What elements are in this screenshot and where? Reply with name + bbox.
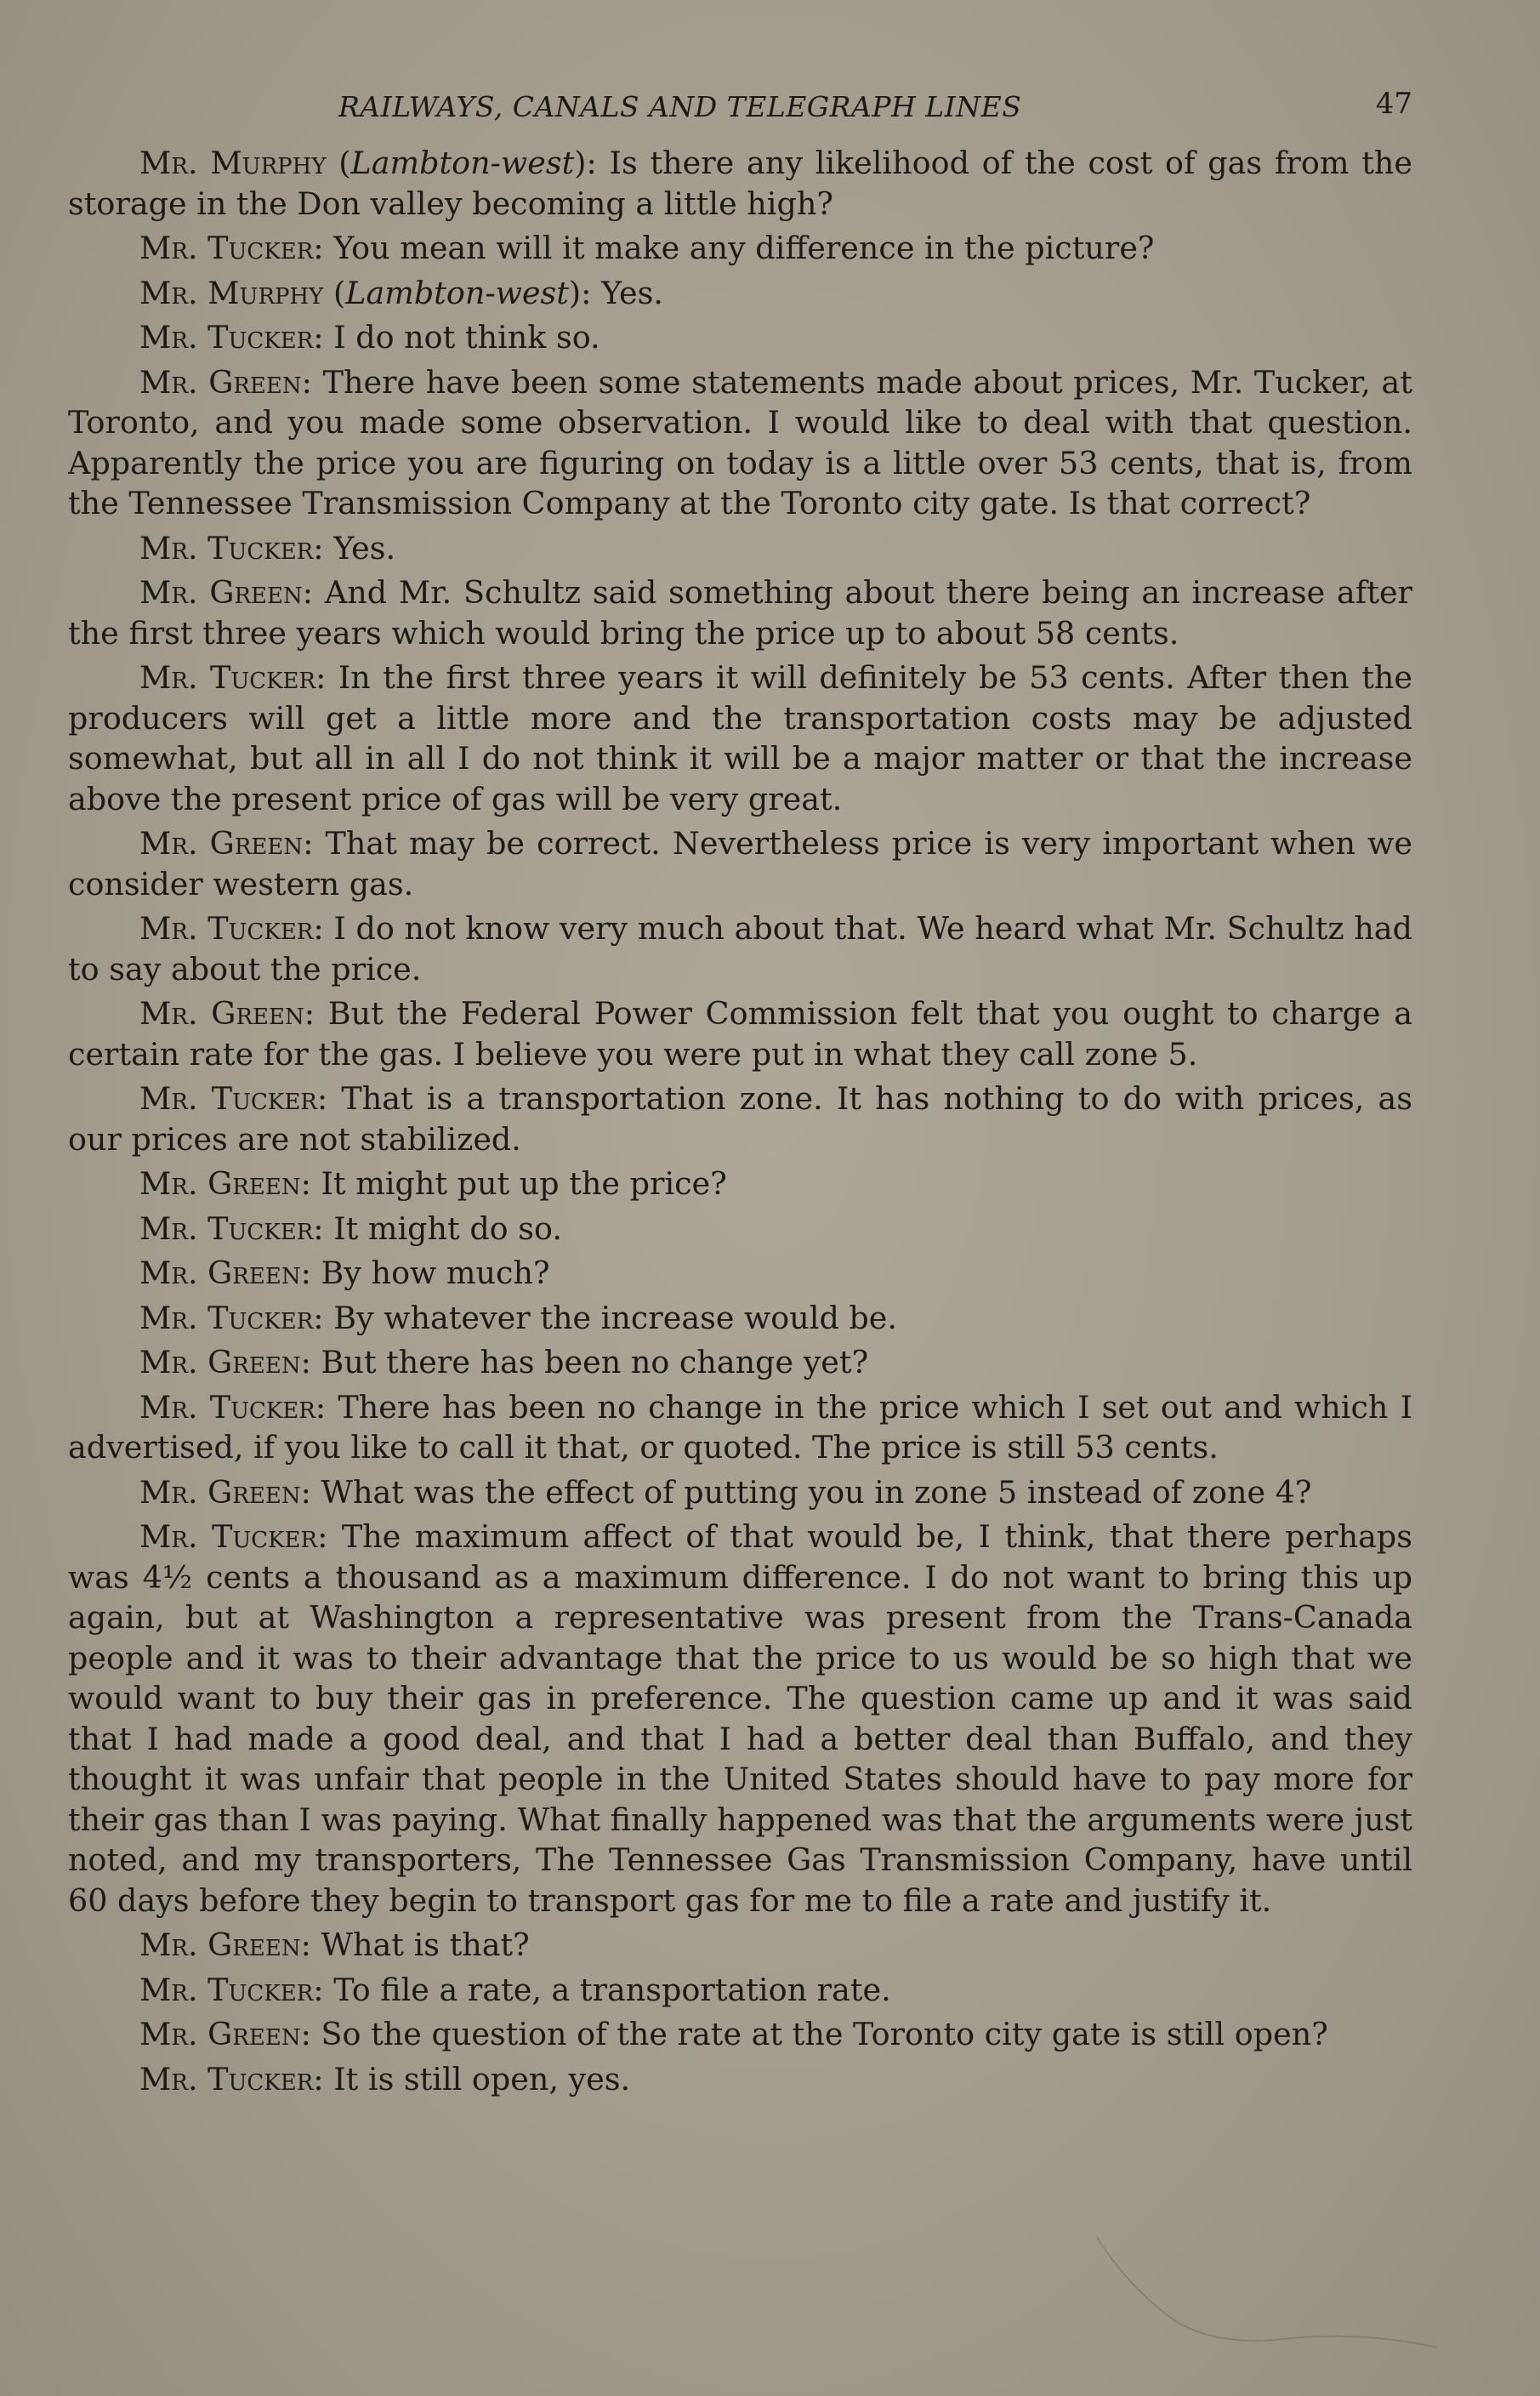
speech-text: Yes. — [601, 274, 663, 311]
speaker-name: Mr. Tucker: — [139, 1080, 328, 1117]
speaker-name: Mr. Green: — [139, 825, 314, 862]
speech-paragraph — [68, 993, 1412, 1078]
speaker-name: Mr. Tucker: — [139, 230, 324, 266]
speaker-name: Mr. Green: — [139, 1926, 311, 1963]
speech-paragraph: Mr. Murphy (Lambton-west): Is there any likelihood of the cost of gas from the storage in the Don valley becoming a little high? — [68, 145, 1413, 222]
speech-text: By whatever the increase would be. — [333, 1299, 897, 1336]
speech-text: It is still open, yes. — [333, 2060, 631, 2097]
speech-paragraph — [68, 1298, 1412, 1343]
speech-text: And Mr. Schultz said something about there being an increase after the first three years which would bring the price up to about 58 cents. — [68, 574, 1412, 652]
speech-text: That may be correct. Nevertheless price is very important when we consider western gas. — [68, 825, 1412, 902]
speaker-name: Mr. Tucker: — [139, 529, 324, 566]
speech-paragraph — [68, 572, 1412, 657]
speaker-name: Mr. Tucker: — [139, 1299, 324, 1336]
transcript — [68, 143, 1412, 2103]
speech-text: I do not think so. — [333, 319, 600, 356]
speech-paragraph — [68, 1517, 1412, 1925]
speech-paragraph — [68, 1472, 1412, 1517]
speech-text: It might do so. — [333, 1209, 562, 1247]
speech-paragraph — [68, 2059, 1412, 2104]
speech-paragraph — [68, 1078, 1412, 1164]
speech-text: The maximum affect of that would be, I think, that there perhaps was 4½ cents a thousand as a maximum difference. I do not want to bring this up again, but at Washington a representative was present from the Trans-Canada people and it was to their advantage that the price to us would be so high that we would want to buy their gas in preference. The question came up and it was said that I had made a good deal, and that I had a better deal than Buffalo, and they thought it was unfair that people in the United States should have to pay more for their gas than I was paying. What finally happened was that the arguments were just noted, and my transporters, The Tennessee Gas Transmission Company, have until 60 days before they begin to transport gas for me to file a rate and justify it. — [68, 1518, 1412, 1919]
speech-paragraph — [68, 1387, 1412, 1472]
speaker-name: Mr. Tucker: — [139, 2060, 324, 2097]
speech-paragraph — [68, 823, 1412, 908]
speech-text: There has been no change in the price which I set out and which I advertised, if you like to call it that, or quoted. The price is still 53 cents. — [68, 1388, 1412, 1465]
speaker-name: Mr. Tucker: — [139, 659, 327, 696]
speech-text: So the question of the rate at the Toronto city gate is still open? — [321, 2016, 1328, 2052]
speaker-name: Mr. Green: — [139, 574, 314, 611]
speech-paragraph — [68, 1253, 1412, 1298]
speech-paragraph — [68, 362, 1412, 528]
speech-text: What was the effect of putting you in zone 5 instead of zone 4? — [321, 1473, 1312, 1511]
speech-paragraph — [68, 528, 1412, 573]
speaker-name: Mr. Green: — [139, 995, 315, 1032]
paper-crease — [1088, 2220, 1446, 2356]
speech-paragraph — [68, 228, 1412, 273]
speech-text: You mean will it make any difference in the picture? — [333, 230, 1155, 266]
speaker-name: Mr. Tucker: — [139, 910, 324, 947]
speaker-name: Mr. Green: — [139, 1344, 311, 1380]
speaker-name: Mr. Green: — [139, 363, 312, 401]
page-header — [68, 83, 1412, 134]
speaker-name: Mr. Murphy — [139, 145, 327, 181]
speech-text: In the first three years it will definitely be 53 cents. After then the producers will get a little more and the transportation costs may be adjusted somewhat, but all in all I do not think it will be a major matter or that the increase above the present price of gas will be very great. — [68, 659, 1412, 817]
speaker-constituency: Lambton-west — [350, 145, 575, 181]
page-number: 47 — [1375, 87, 1412, 121]
speech-paragraph — [68, 1970, 1412, 2015]
speaker-name: Mr. Tucker: — [139, 319, 324, 356]
speaker-name: Mr. Tucker: — [139, 1518, 328, 1555]
speech-text: But there has been no change yet? — [321, 1344, 869, 1380]
speech-text: What is that? — [321, 1926, 530, 1963]
speaker-name: Mr. Tucker: — [139, 1209, 324, 1247]
speaker-name: Mr. Murphy — [139, 274, 324, 311]
speech-text: By how much? — [321, 1255, 550, 1291]
running-title: RAILWAYS, CANALS AND TELEGRAPH LINES — [338, 90, 1022, 123]
speech-text: There have been some statements made about prices, Mr. Tucker, at Toronto, and you made some observation. I would like to deal with that question. Apparently the price you are figuring on today is a little over 53 cents, that is, from the Tennessee Transmission Company at the Toronto city gate. Is that correct? — [68, 363, 1412, 521]
speech-text: That is a transportation zone. It has nothing to do with prices, as our prices are not stabilized. — [68, 1080, 1412, 1158]
speech-text: To file a rate, a transportation rate. — [333, 1971, 891, 2008]
speech-text: But the Federal Power Commission felt that you ought to charge a certain rate for the gas. I believe you were put in what they call zone 5. — [68, 995, 1412, 1073]
speech-paragraph — [68, 1342, 1412, 1387]
speech-text: Is there any likelihood of the cost of gas from the storage in the Don valley becoming a little high? — [68, 145, 1413, 222]
speech-text: It might put up the price? — [321, 1165, 727, 1202]
speech-paragraph — [68, 2014, 1412, 2059]
speech-paragraph — [68, 1925, 1412, 1970]
speech-paragraph — [68, 1209, 1412, 1254]
speaker-name: Mr. Green: — [139, 1255, 311, 1291]
speech-paragraph — [68, 317, 1412, 362]
speaker-name: Mr. Green: — [139, 1473, 311, 1511]
speaker-name: Mr. Green: — [139, 2016, 311, 2052]
speech-paragraph — [68, 657, 1412, 823]
speech-text: I do not know very much about that. We heard what Mr. Schultz had to say about the price. — [68, 910, 1412, 987]
speech-text: Yes. — [333, 529, 396, 566]
speech-paragraph — [68, 1164, 1412, 1209]
speech-paragraph: Mr. Murphy (Lambton-west): Yes. — [139, 274, 663, 311]
speaker-constituency: Lambton-west — [345, 274, 569, 311]
speaker-name: Mr. Tucker: — [139, 1388, 327, 1426]
speaker-name: Mr. Green: — [139, 1165, 311, 1202]
speaker-name: Mr. Tucker: — [139, 1971, 324, 2008]
speech-paragraph — [68, 908, 1412, 993]
